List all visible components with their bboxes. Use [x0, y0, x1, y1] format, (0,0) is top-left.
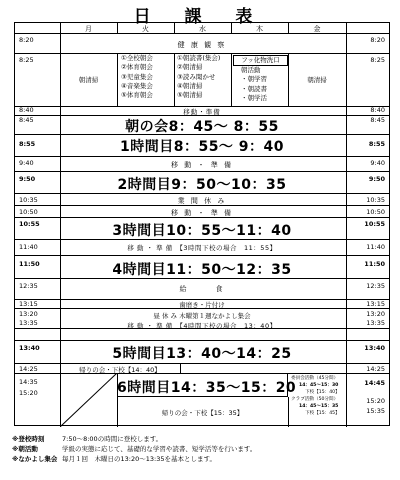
period-2: 2時間目9：50〜10：35	[117, 177, 287, 193]
time-label: 12:35	[366, 282, 385, 290]
time-label: 14:45	[364, 379, 385, 387]
time-label: 8:25	[370, 56, 385, 64]
day-fri: 金	[313, 25, 321, 33]
kaeri-period-6: 帰りの会・下校【15：35】	[161, 409, 244, 417]
time-label: 14:25	[19, 365, 38, 373]
time-label: 13:40	[364, 344, 385, 352]
time-label: 14:25	[366, 365, 385, 373]
time-label: 8:40	[19, 106, 34, 114]
time-label: 15:20	[366, 397, 385, 405]
time-label: 13:20	[19, 310, 38, 318]
notes	[12, 434, 256, 464]
period-5: 5時間目13：40〜14：25	[112, 346, 292, 362]
time-label: 8:25	[19, 56, 34, 64]
note-item: ※登校時刻 7:50〜8:00の時間に登校します。	[12, 435, 163, 443]
time-label: 10:55	[364, 220, 385, 228]
time-label: 8:20	[19, 36, 34, 44]
time-label: 8:55	[368, 140, 385, 148]
time-label: 15:20	[19, 389, 38, 397]
time-label: 10:35	[366, 196, 385, 204]
page-title: 日 課 表	[133, 7, 267, 27]
diagonal-slash	[60, 373, 117, 427]
timetable	[14, 22, 390, 426]
time-label: 15:35	[366, 407, 385, 415]
fri-morning-clean: 朝清掃	[307, 76, 327, 84]
period-4: 4時間目11：50〜12：35	[112, 262, 292, 278]
time-label: 13:35	[366, 319, 385, 327]
move-prep-row: 移 動 ・ 準 備	[171, 161, 233, 169]
time-label: 8:45	[370, 116, 385, 124]
period-1: 1時間目8：55〜 9：40	[119, 139, 285, 155]
day-thu: 木	[256, 25, 263, 33]
time-label: 9:40	[19, 159, 34, 167]
move-prep-row: 移 動 ・ 準 備 【4時間下校の場合 13：40】	[127, 322, 277, 330]
thu-fluoride-box: フッ化物洗口	[233, 55, 288, 66]
mon-morning-clean: 朝清掃	[78, 76, 99, 84]
period-6: 6時間目14：35〜15：20	[117, 380, 297, 396]
time-label: 10:50	[366, 208, 385, 216]
time-label: 9:50	[368, 175, 385, 183]
time-label: 11:50	[19, 260, 40, 268]
note-item: ※なかよし集会 毎月１回 木曜日の13:20〜13:35を基本とします。	[12, 455, 216, 463]
time-label: 10:50	[19, 208, 38, 216]
time-label: 13:20	[366, 310, 385, 318]
thu-morning-list: 朝活動 ・朝学習 ・朝読書 ・朝学活	[241, 66, 267, 102]
kenko-kansatsu: 健 康 観 察	[177, 41, 227, 49]
time-label: 14:35	[19, 378, 38, 386]
time-label: 11:40	[366, 243, 385, 251]
time-label: 12:35	[19, 282, 38, 290]
time-label: 10:55	[19, 220, 40, 228]
day-mon: 月	[85, 25, 92, 33]
time-label: 8:20	[370, 36, 385, 44]
wed-morning-list: ①朝読書(集会) ②朝清掃 ③読み聞かせ ④朝清掃 ⑤朝清掃	[177, 54, 221, 100]
period-3: 3時間目10：55〜11：40	[112, 223, 292, 239]
asa-no-kai: 朝の会8：45〜 8：55	[125, 119, 279, 135]
time-label: 13:40	[19, 344, 40, 352]
lunch-break-row: 昼 休 み 木曜第１週なかよし集会	[153, 312, 251, 320]
time-label: 8:45	[19, 116, 34, 124]
kaeri-mon-thu: 帰りの会・下校【14：40】	[79, 366, 161, 374]
move-prep-row: 移 動 ・ 準 備	[171, 209, 233, 217]
time-label: 13:35	[19, 319, 38, 327]
time-label: 13:15	[19, 300, 38, 308]
day-wed: 水	[199, 25, 206, 33]
break-row: 業 間 休 み	[177, 197, 227, 205]
lunch-row: 給 食	[179, 285, 225, 293]
note-item: ※朝活動 学級の実態に応じて、基礎的な学習や読書、短学活等を行います。	[12, 445, 257, 453]
time-label: 10:35	[19, 196, 38, 204]
time-label: 9:50	[19, 175, 36, 183]
time-label: 8:40	[370, 106, 385, 114]
time-label: 11:40	[19, 243, 38, 251]
time-label: 9:40	[370, 159, 385, 167]
brush-row: 歯磨き・片付け	[179, 301, 225, 309]
tue-morning-list: ①全校朝会 ②体育朝会 ③児童集会 ④音楽集会 ⑤体育朝会	[121, 54, 153, 100]
time-label: 13:15	[366, 300, 385, 308]
fri-activities: 委員会活動（45分間） 14：45〜15：30 下校【15：40】 クラブ活動（50分間） 14：45〜15：35 下校【15：45】	[291, 376, 340, 416]
day-tue: 火	[142, 25, 149, 33]
time-label: 11:50	[364, 260, 385, 268]
move-prep-row: 移動・準備	[183, 108, 221, 116]
move-prep-row: 移 動 ・ 準 備 【3時間下校の場合 11：55】	[127, 244, 277, 252]
time-label: 8:55	[19, 140, 36, 148]
